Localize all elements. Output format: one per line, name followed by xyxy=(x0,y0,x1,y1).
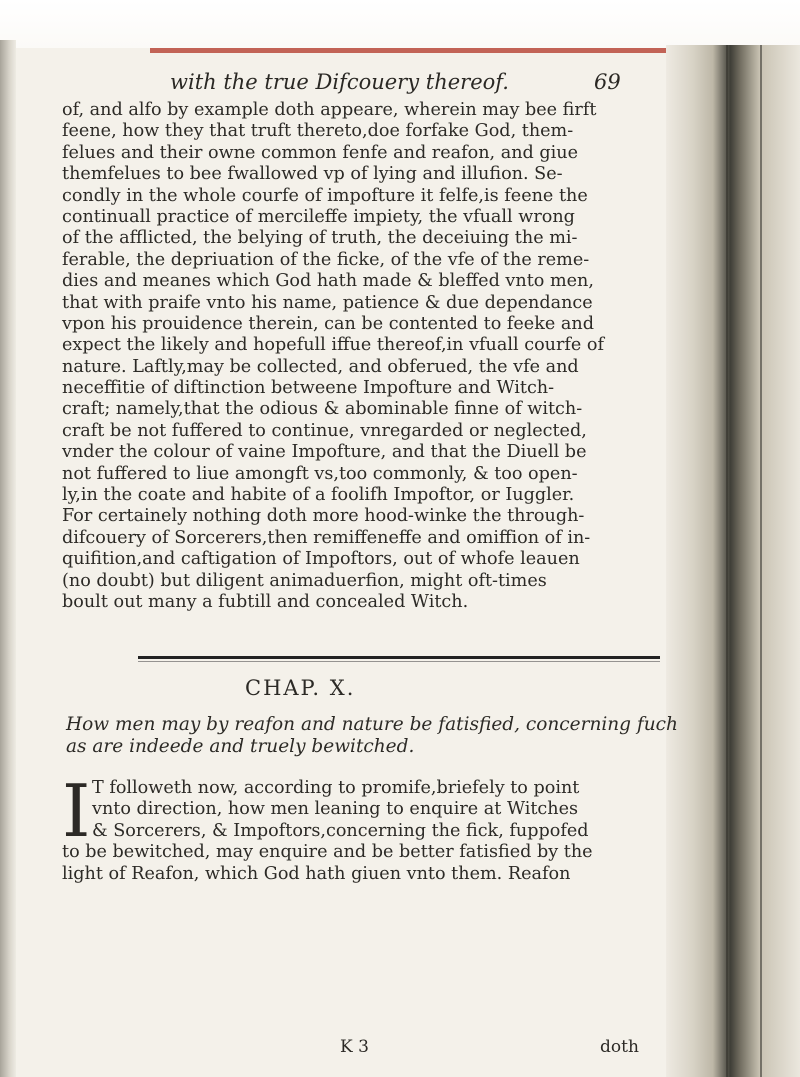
text-line: (no doubt) but diligent animaduerfion, might oft-times xyxy=(62,570,547,591)
text-line: condly in the whole courfe of impofture it felfe,is feene the xyxy=(62,185,588,206)
text-line: expect the likely and hopefull iffue thereof,in vfuall courfe of xyxy=(62,335,605,356)
page-number: 69 xyxy=(594,70,621,94)
text-line: quifition,and caftigation of Impoftors, out of whofe leauen xyxy=(62,549,580,570)
signature-mark: K 3 xyxy=(340,1037,369,1057)
page-top-edge xyxy=(0,0,800,48)
text-line: that with praife vnto his name, patience & due dependance xyxy=(62,292,593,313)
text-line: felues and their owne common fenfe and reafon, and giue xyxy=(62,142,579,163)
text-line: light of Reafon, which God hath giuen vnto them. Reafon xyxy=(62,863,571,884)
gutter-line xyxy=(760,45,762,1077)
section-divider-thin xyxy=(138,661,660,662)
page-header xyxy=(140,70,660,98)
running-title: with the true Difcouery thereof. xyxy=(170,70,509,94)
chapter-text xyxy=(62,769,674,885)
section-divider xyxy=(138,656,660,659)
gutter-line xyxy=(726,45,728,1077)
text-line: difcouery of Sorcerers,then remiffeneffe and omiffion of in- xyxy=(62,527,591,548)
chapter-heading: CHAP. X. xyxy=(245,676,356,700)
drop-cap: I xyxy=(62,769,91,853)
text-line: T followeth now, according to promife,briefely to point xyxy=(92,778,580,798)
text-line: nature. Laftly,may be collected, and obferued, the vfe and xyxy=(62,356,579,377)
text-line: not fuffered to liue amongft vs,too commonly, & too open- xyxy=(62,463,578,484)
text-line: dies and meanes which God hath made & bleffed vnto men, xyxy=(62,271,594,292)
text-line: of the afflicted, the belying of truth, the deceiuing the mi- xyxy=(62,228,578,249)
text-line: vnder the colour of vaine Impofture, and that the Diuell be xyxy=(62,442,587,463)
text-line: & Sorcerers, & Impoftors,concerning the fick, fuppofed xyxy=(92,820,589,841)
text-line: to be bewitched, may enquire and be better fatisfied by the xyxy=(62,842,593,863)
body-text xyxy=(62,100,672,613)
text-line: feene, how they that truft thereto,doe forfake God, them- xyxy=(62,121,574,142)
red-top-rule xyxy=(150,48,690,53)
text-line: vpon his prouidence therein, can be contented to feeke and xyxy=(62,313,594,334)
text-line: boult out many a fubtill and concealed Witch. xyxy=(62,591,469,612)
text-line: of, and alfo by example doth appeare, wherein may bee firft xyxy=(62,100,597,120)
text-line: themfelues to bee fwallowed vp of lying and illufion. Se- xyxy=(62,164,563,185)
text-line: craft; namely,that the odious & abominable finne of witch- xyxy=(62,399,583,420)
subtitle-line: How men may by reafon and nature be fatisfied, concerning fuch xyxy=(66,714,678,735)
text-line: vnto direction, how men leaning to enquire at Witches xyxy=(92,799,579,820)
text-line: continuall practice of mercileffe impiety, the vfuall wrong xyxy=(62,206,575,227)
text-line: craft be not fuffered to continue, vnregarded or neglected, xyxy=(62,420,587,441)
subtitle-line: as are indeede and truely bewitched. xyxy=(66,736,415,757)
text-line: For certainely nothing doth more hood-winke the through- xyxy=(62,506,585,527)
chapter-subtitle xyxy=(66,714,676,758)
catchword: doth xyxy=(600,1037,639,1057)
text-line: neceffitie of diftinction betweene Impofture and Witch- xyxy=(62,378,555,399)
binding-gutter xyxy=(666,45,800,1077)
text-line: ly,in the coate and habite of a foolifh Impoftor, or Iuggler. xyxy=(62,485,575,506)
text-line: ferable, the depriuation of the ficke, of the vfe of the reme- xyxy=(62,249,590,270)
page-left-edge xyxy=(0,40,16,1077)
